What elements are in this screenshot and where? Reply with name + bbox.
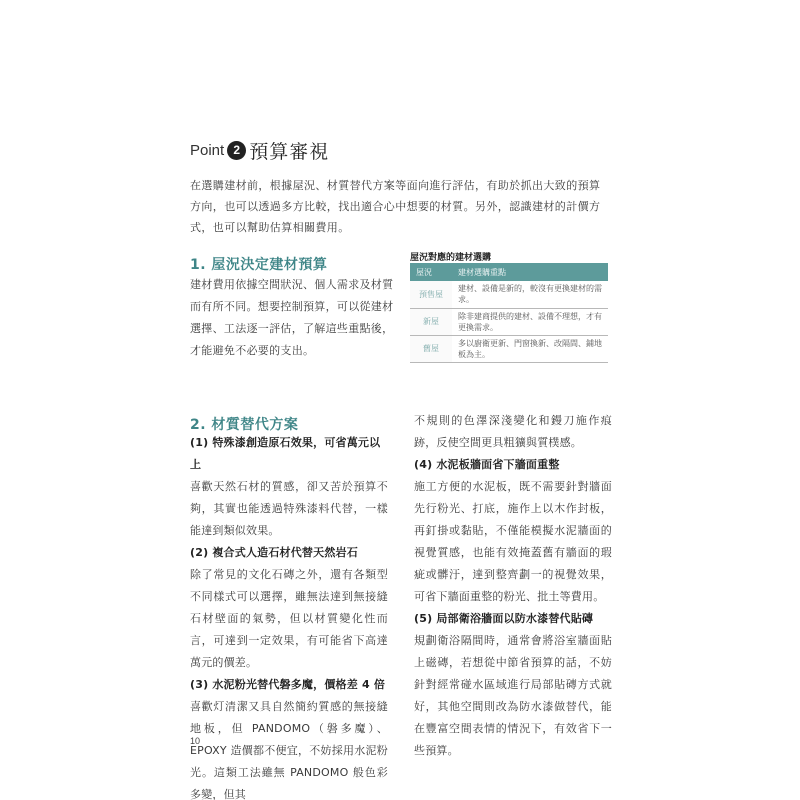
table-row	[410, 335, 608, 362]
section1-title: 1. 屋況決定建材預算	[190, 257, 328, 273]
continued-text: 不規則的色澤深淺變化和鏝刀施作痕跡，反使空間更具粗獷與質樸感。	[414, 414, 612, 449]
subsection-heading: (2) 複合式人造石材代替天然岩石	[190, 546, 358, 559]
table-header-point: 建材選購重點	[452, 263, 608, 281]
subsection-heading: (4) 水泥板牆面省下牆面重整	[414, 458, 560, 471]
section2-right-column	[414, 410, 612, 762]
subsection-text: 除了常見的文化石磚之外，還有各類型不同樣式可以選擇，雖無法達到無接縫石材壁面的氣勢，但以材質變化性而言，可達到一定效果，有可能省下高達萬元的價差。	[190, 568, 388, 669]
subsection-heading: (1) 特殊漆創造原石效果，可省萬元以上	[190, 436, 381, 471]
condition-table	[410, 263, 608, 363]
table-cell-point: 建材、設備是新的，較沒有更換建材的需求。	[452, 281, 608, 308]
point-number-badge: 2	[227, 141, 246, 160]
subsection-heading: (3) 水泥粉光替代磐多魔，價格差 4 倍	[190, 678, 386, 691]
section2-left-column	[190, 432, 388, 800]
table-header-row	[410, 263, 608, 281]
section-heading	[190, 135, 329, 165]
table-cell-point: 除非建商提供的建材、設備不理想，才有更換需求。	[452, 308, 608, 335]
table-header-condition: 屋況	[410, 263, 452, 281]
point-label: Point	[190, 141, 225, 159]
section1-body: 建材費用依據空間狀況、個人需求及材質而有所不同。想要控制預算，可以從建材選擇、工法逐一評估，了解這些重點後，才能避免不必要的支出。	[190, 278, 394, 357]
table-row	[410, 281, 608, 308]
table-caption: 屋況對應的建材選購	[410, 253, 492, 263]
section2-title: 2. 材質替代方案	[190, 417, 299, 433]
subsection-text: 規劃衛浴隔間時，通常會將浴室牆面貼上磁磚，若想從中節省預算的話，不妨針對經常碰水區域進行局部貼磚方式就好，其他空間則改為防水漆做替代，能在豐富空間表情的情況下，有效省下一些預算。	[414, 634, 612, 757]
table-row	[410, 308, 608, 335]
table-cell-condition: 舊屋	[410, 335, 452, 362]
table-cell-point: 多以廚衛更新、門窗換新、改隔間、鋪地板為主。	[452, 335, 608, 362]
table-cell-condition: 預售屋	[410, 281, 452, 308]
subsection-text: 施工方便的水泥板，既不需要針對牆面先行粉光、打底，施作上以木作封板，再釘掛或黏貼，不僅能模擬水泥牆面的視覺質感，也能有效掩蓋舊有牆面的瑕疵或髒汙，達到整齊劃一的視覺效果，可省下牆面重整的粉光、批土等費用。	[414, 480, 612, 603]
page-number: 10	[190, 736, 201, 746]
page-title: 預算審視	[249, 140, 330, 163]
subsection-text: 喜歡天然石材的質感，卻又苦於預算不夠，其實也能透過特殊漆料代替，一樣能達到類似效果。	[190, 480, 388, 537]
table-cell-condition: 新屋	[410, 308, 452, 335]
subsection-heading: (5) 局部衛浴牆面以防水漆替代貼磚	[414, 612, 594, 625]
intro-paragraph: 在選購建材前，根據屋況、材質替代方案等面向進行評估，有助於抓出大致的預算方向，也可以透過多方比較，找出適合心中想要的材質。另外，認識建材的計價方式，也可以幫助估算相關費用。	[190, 179, 601, 234]
subsection-text: 喜歡灯清潔又具自然簡約質感的無接縫地板，但 PANDOMO（磐多魔）、EPOXY 造價都不便宜，不妨採用水泥粉光。這類工法雖無 PANDOMO 般色彩多變，但其	[190, 700, 388, 800]
